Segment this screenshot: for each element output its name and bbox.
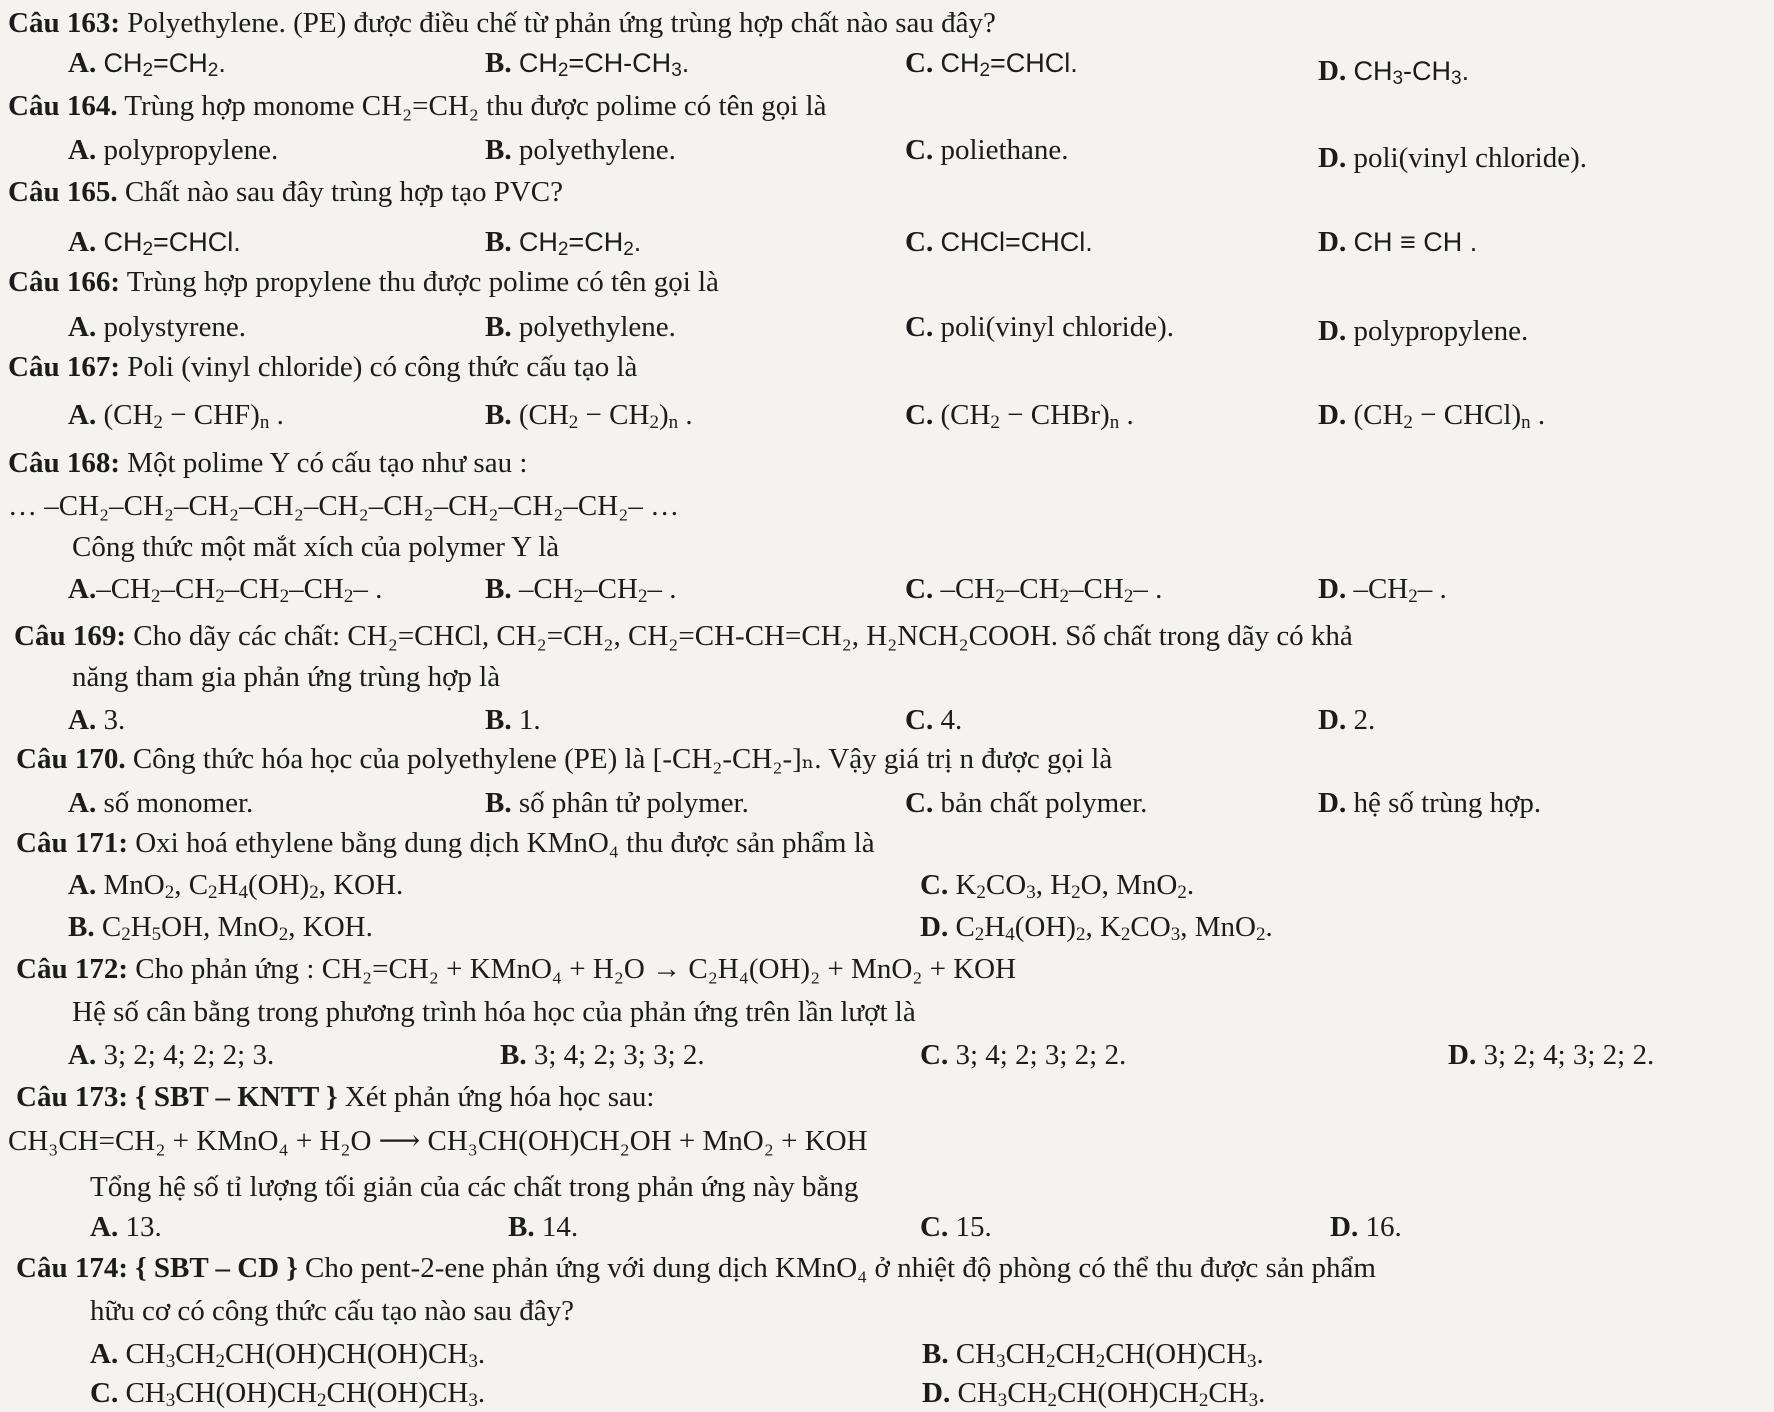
question-169 bbox=[14, 619, 1353, 653]
question-169-continuation: năng tham gia phản ứng trùng hợp là bbox=[72, 661, 501, 693]
question-168-prompt: Công thức một mắt xích của polymer Y là bbox=[72, 531, 560, 563]
option-174-d[interactable] bbox=[922, 1376, 1265, 1410]
option-168-b[interactable] bbox=[485, 572, 676, 606]
option-text: $CH_2=CH-CH_3$. bbox=[518, 48, 690, 81]
option-text: $C_2H_4(OH)_2$, $K_2CO_3$, MnO$_2$. bbox=[955, 911, 1273, 945]
option-text: $-CH_2-$ . bbox=[1353, 573, 1447, 607]
question-174 bbox=[16, 1251, 1376, 1285]
question-text: Trùng hợp propylene thu được polime có tên gọi là bbox=[126, 266, 719, 298]
option-letter: B. bbox=[500, 1039, 527, 1071]
question-text: Polyethylene. (PE) được điều chế từ phản ứng trùng hợp chất nào sau đây? bbox=[127, 7, 996, 39]
option-169-d[interactable] bbox=[1318, 703, 1375, 737]
option-text: 3. bbox=[103, 704, 126, 736]
question-label: Câu 172: bbox=[16, 953, 128, 985]
option-text: poli(vinyl chloride). bbox=[940, 311, 1175, 343]
option-letter: C. bbox=[920, 1211, 949, 1243]
option-text: $-CH_2-CH_2-$ . bbox=[518, 573, 677, 607]
question-label: Câu 171: bbox=[16, 827, 128, 859]
option-letter: B. bbox=[485, 787, 512, 819]
question-text: Công thức hóa học của polyethylene (PE) là [-CH₂-CH₂-]ₙ. Vậy giá trị n được gọi là bbox=[132, 743, 1113, 775]
option-letter: B. bbox=[508, 1211, 535, 1243]
option-text: CHCl=CHCl. bbox=[940, 227, 1093, 257]
option-170-c[interactable] bbox=[905, 786, 1147, 820]
option-165-a[interactable] bbox=[68, 225, 241, 259]
option-167-a[interactable] bbox=[68, 398, 284, 432]
option-text: số phân tử polymer. bbox=[518, 787, 749, 819]
option-letter: B. bbox=[68, 911, 95, 943]
question-label: Câu 170. bbox=[16, 743, 126, 775]
question-text: Cho pent-2-ene phản ứng với dung dịch KMnO₄ ở nhiệt độ phòng có thể thu được sản phẩm bbox=[305, 1252, 1376, 1284]
option-164-c[interactable] bbox=[905, 133, 1069, 167]
option-text: polyethylene. bbox=[518, 134, 676, 166]
question-167 bbox=[8, 350, 637, 384]
option-text: 3; 4; 2; 3; 3; 2. bbox=[533, 1039, 705, 1071]
question-173 bbox=[16, 1080, 654, 1114]
option-text: $C_2H_5OH$, MnO$_2$, KOH. bbox=[101, 911, 373, 945]
question-166 bbox=[8, 265, 719, 299]
option-165-b[interactable] bbox=[485, 225, 641, 259]
option-170-b[interactable] bbox=[485, 786, 749, 820]
option-163-a[interactable] bbox=[68, 46, 226, 80]
option-167-b[interactable] bbox=[485, 398, 693, 432]
option-166-a[interactable] bbox=[68, 310, 246, 344]
option-letter: B. bbox=[485, 573, 512, 605]
option-167-c[interactable] bbox=[905, 398, 1134, 432]
option-text: bản chất polymer. bbox=[940, 787, 1148, 819]
option-164-a[interactable] bbox=[68, 133, 278, 167]
option-letter: C. bbox=[905, 134, 934, 166]
option-letter: A. bbox=[68, 1039, 97, 1071]
question-165 bbox=[8, 175, 563, 209]
question-label: Câu 173: { SBT – KNTT } bbox=[16, 1081, 338, 1113]
reaction-equation: CH₃CH=CH₂ + KMnO₄ + H₂O ⟶ CH₃CH(OH)CH₂OH + MnO₂ + KOH bbox=[8, 1125, 868, 1157]
option-letter: A. bbox=[68, 787, 97, 819]
question-text: Một polime Y có cấu tạo như sau : bbox=[127, 447, 528, 479]
question-168 bbox=[8, 446, 527, 480]
option-letter: A. bbox=[68, 704, 97, 736]
option-166-b[interactable] bbox=[485, 310, 676, 344]
option-text: $CH_3-CH_3$. bbox=[1353, 56, 1470, 89]
option-letter: D. bbox=[1448, 1039, 1477, 1071]
option-168-c[interactable] bbox=[905, 572, 1162, 606]
option-text: CH ≡ CH . bbox=[1353, 227, 1478, 257]
option-letter: B. bbox=[485, 134, 512, 166]
option-173-d[interactable] bbox=[1330, 1210, 1402, 1244]
option-text: poliethane. bbox=[940, 134, 1069, 166]
option-letter: C. bbox=[905, 787, 934, 819]
option-169-b[interactable] bbox=[485, 703, 541, 737]
option-letter: B. bbox=[922, 1338, 949, 1370]
option-text: $CH_3CH_2CH(OH)CH(OH)CH_3$. bbox=[125, 1338, 486, 1372]
option-letter: A. bbox=[68, 399, 97, 431]
option-174-c[interactable] bbox=[90, 1376, 485, 1410]
option-text: poli(vinyl chloride). bbox=[1353, 142, 1588, 174]
option-text: polypropylene. bbox=[103, 134, 279, 166]
option-letter: B. bbox=[485, 311, 512, 343]
option-173-c[interactable] bbox=[920, 1210, 992, 1244]
option-text: 4. bbox=[940, 704, 963, 736]
option-text: $CH_2=CH_2$. bbox=[103, 48, 226, 81]
option-text: polystyrene. bbox=[103, 311, 247, 343]
option-letter: D. bbox=[1318, 399, 1347, 431]
option-168-a[interactable] bbox=[68, 572, 382, 606]
question-label: Câu 167: bbox=[8, 351, 120, 383]
option-166-d[interactable] bbox=[1318, 314, 1528, 348]
option-text: số monomer. bbox=[103, 787, 254, 819]
question-170 bbox=[16, 742, 1112, 776]
option-letter: D. bbox=[1318, 226, 1347, 258]
option-letter: C. bbox=[905, 399, 934, 431]
option-166-c[interactable] bbox=[905, 310, 1174, 344]
option-text: $CH_3CH_2CH(OH)CH_2CH_3$. bbox=[957, 1377, 1266, 1411]
option-172-c[interactable] bbox=[920, 1038, 1126, 1072]
option-letter: C. bbox=[905, 573, 934, 605]
option-text: 3; 2; 4; 2; 2; 3. bbox=[103, 1039, 275, 1071]
question-text: Poli (vinyl chloride) có công thức cấu tạo là bbox=[127, 351, 638, 383]
question-text: Oxi hoá ethylene bằng dung dịch KMnO₄ thu được sản phẩm là bbox=[135, 827, 875, 859]
option-text: $CH_2=CHCl$. bbox=[940, 48, 1078, 81]
option-174-a[interactable] bbox=[90, 1337, 485, 1371]
option-text: $-CH_2-CH_2-CH_2-$ . bbox=[940, 573, 1163, 607]
question-label: Câu 168: bbox=[8, 447, 120, 479]
option-165-d[interactable] bbox=[1318, 225, 1477, 259]
option-letter: C. bbox=[920, 869, 949, 901]
option-text: hệ số trùng hợp. bbox=[1353, 787, 1542, 819]
option-letter: C. bbox=[90, 1377, 119, 1409]
option-letter: D. bbox=[1318, 142, 1347, 174]
option-173-a[interactable] bbox=[90, 1210, 162, 1244]
question-172 bbox=[16, 952, 1016, 986]
option-text: 3; 4; 2; 3; 2; 2. bbox=[955, 1039, 1127, 1071]
option-text: MnO$_2$, $C_2H_4(OH)_2$, KOH. bbox=[103, 869, 404, 903]
question-172-prompt: Hệ số cân bằng trong phương trình hóa học của phản ứng trên lần lượt là bbox=[72, 996, 916, 1028]
option-letter: D. bbox=[1318, 704, 1347, 736]
option-letter: A. bbox=[68, 134, 97, 166]
option-text: 3; 2; 4; 3; 2; 2. bbox=[1483, 1039, 1655, 1071]
option-text: ($CH_2$ − $CHBr)_n$ . bbox=[940, 399, 1134, 433]
question-171 bbox=[16, 826, 875, 860]
option-letter: D. bbox=[922, 1377, 951, 1409]
option-letter: A. bbox=[90, 1338, 119, 1370]
option-letter: C. bbox=[905, 311, 934, 343]
option-163-d[interactable] bbox=[1318, 54, 1469, 88]
option-172-b[interactable] bbox=[500, 1038, 705, 1072]
option-letter: C. bbox=[905, 226, 934, 258]
question-text: Xét phản ứng hóa học sau: bbox=[344, 1081, 655, 1113]
option-text: $CH_2=CHCl$. bbox=[103, 227, 241, 260]
option-letter: A. bbox=[68, 226, 97, 258]
option-letter: A. bbox=[68, 869, 97, 901]
option-letter: B. bbox=[485, 399, 512, 431]
option-163-c[interactable] bbox=[905, 46, 1078, 80]
option-text: 15. bbox=[955, 1211, 992, 1243]
option-letter: A. bbox=[68, 311, 97, 343]
question-label: Câu 174: { SBT – CD } bbox=[16, 1252, 298, 1284]
option-letter: D. bbox=[1330, 1211, 1359, 1243]
question-174-continuation: hữu cơ có công thức cấu tạo nào sau đây? bbox=[90, 1295, 575, 1327]
question-label: Câu 163: bbox=[8, 7, 120, 39]
option-text: $(CH_2 - CHF)_n$ . bbox=[103, 399, 284, 433]
option-text: $-CH_2-CH_2-CH_2-CH_2-$ . bbox=[96, 573, 383, 607]
option-letter: A. bbox=[68, 47, 97, 79]
option-text: $CH_2=CH_2$. bbox=[518, 227, 642, 260]
option-letter: B. bbox=[485, 704, 512, 736]
option-171-b[interactable] bbox=[68, 910, 373, 944]
option-letter: B. bbox=[485, 47, 512, 79]
option-169-c[interactable] bbox=[905, 703, 962, 737]
option-172-a[interactable] bbox=[68, 1038, 274, 1072]
option-letter: D. bbox=[1318, 55, 1347, 87]
polymer-chain-formula: … –CH₂–CH₂–CH₂–CH₂–CH₂–CH₂–CH₂–CH₂–CH₂– … bbox=[8, 490, 680, 522]
option-168-d[interactable] bbox=[1318, 572, 1447, 606]
option-letter: A. bbox=[68, 573, 97, 605]
option-171-d[interactable] bbox=[920, 910, 1273, 944]
question-text: Cho dãy các chất: CH₂=CHCl, CH₂=CH₂, CH₂=CH-CH=CH₂, H₂NCH₂COOH. Số chất trong dãy có khả bbox=[133, 620, 1353, 652]
question-text: Trùng hợp monome CH₂=CH₂ thu được polime có tên gọi là bbox=[124, 90, 827, 122]
option-text: 13. bbox=[125, 1211, 162, 1243]
question-163 bbox=[8, 6, 996, 40]
option-171-c[interactable] bbox=[920, 868, 1194, 902]
option-text: $CH_3CH_2CH_2CH(OH)CH_3$. bbox=[955, 1338, 1264, 1372]
option-letter: D. bbox=[1318, 573, 1347, 605]
question-label: Câu 165. bbox=[8, 176, 118, 208]
option-173-b[interactable] bbox=[508, 1210, 578, 1244]
option-letter: D. bbox=[1318, 787, 1347, 819]
option-text: $CH_3CH(OH)CH_2CH(OH)CH_3$. bbox=[125, 1377, 486, 1411]
option-text: polypropylene. bbox=[1353, 315, 1529, 347]
option-letter: B. bbox=[485, 226, 512, 258]
option-letter: C. bbox=[905, 47, 934, 79]
option-170-d[interactable] bbox=[1318, 786, 1541, 820]
option-169-a[interactable] bbox=[68, 703, 125, 737]
option-164-d[interactable] bbox=[1318, 141, 1587, 175]
option-letter: D. bbox=[1318, 315, 1347, 347]
question-text: Chất nào sau đây trùng hợp tạo PVC? bbox=[124, 176, 564, 208]
option-170-a[interactable] bbox=[68, 786, 253, 820]
option-letter: C. bbox=[920, 1039, 949, 1071]
option-letter: D. bbox=[920, 911, 949, 943]
option-letter: A. bbox=[90, 1211, 119, 1243]
option-167-d[interactable] bbox=[1318, 398, 1545, 432]
question-164 bbox=[8, 89, 826, 123]
option-text: $K_2CO_3$, $H_2O$, MnO$_2$. bbox=[955, 869, 1195, 903]
option-letter: C. bbox=[905, 704, 934, 736]
option-text: $(CH_2 - CH_2)_n$ . bbox=[518, 399, 693, 433]
question-173-prompt: Tổng hệ số tỉ lượng tối giản của các chất trong phản ứng này bằng bbox=[90, 1171, 859, 1203]
option-text: 2. bbox=[1353, 704, 1376, 736]
option-text: ($CH_2$ − $CHCl)_n$ . bbox=[1353, 399, 1546, 433]
option-163-b[interactable] bbox=[485, 46, 689, 80]
question-text: Cho phản ứng : CH₂=CH₂ + KMnO₄ + H₂O → C₂H₄(OH)₂ + MnO₂ + KOH bbox=[135, 953, 1017, 985]
option-text: 16. bbox=[1365, 1211, 1402, 1243]
option-text: 1. bbox=[518, 704, 541, 736]
question-label: Câu 169: bbox=[14, 620, 126, 652]
question-label: Câu 164. bbox=[8, 90, 118, 122]
option-171-a[interactable] bbox=[68, 868, 403, 902]
option-text: polyethylene. bbox=[518, 311, 676, 343]
option-174-b[interactable] bbox=[922, 1337, 1264, 1371]
option-164-b[interactable] bbox=[485, 133, 676, 167]
question-label: Câu 166: bbox=[8, 266, 120, 298]
option-text: 14. bbox=[541, 1211, 579, 1243]
option-172-d[interactable] bbox=[1448, 1038, 1654, 1072]
option-165-c[interactable] bbox=[905, 225, 1093, 259]
